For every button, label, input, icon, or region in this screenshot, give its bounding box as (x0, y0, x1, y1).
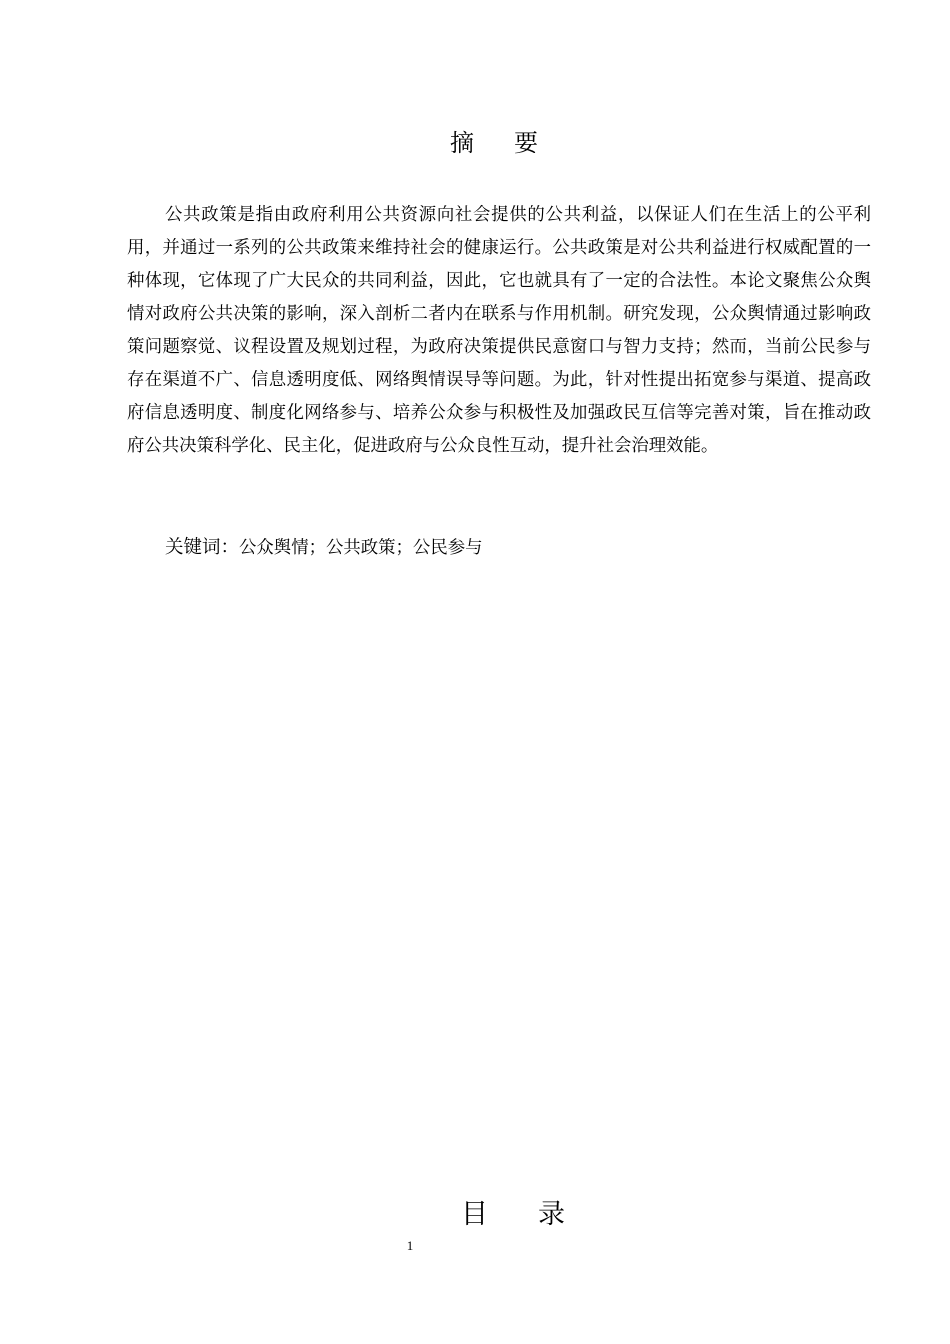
toc-heading-char-1: 目 (461, 1199, 488, 1230)
abstract-heading-char-2: 要 (514, 129, 538, 157)
keywords-value: 公众舆情；公共政策；公民参与 (239, 538, 483, 558)
abstract-heading-char-1: 摘 (450, 129, 474, 157)
toc-heading (0, 1196, 950, 1234)
toc-heading-char-2: 录 (538, 1199, 565, 1230)
keywords-line (165, 531, 765, 565)
keywords-label: 关键词： (165, 537, 240, 558)
page-number: 1 (406, 1238, 414, 1253)
abstract-paragraph: 公共政策是指由政府利用公共资源向社会提供的公共利益，以保证人们在生活上的公平利用，并通过一系列的公共政策来维持社会的健康运行。公共政策是对公共利益进行权威配置的一种体现，它体现了广大民众的共同利益，因此，它也就具有了一定的合法性。本论文聚焦公众舆情对政府公共决策的影响，深入剖析二者内在联系与作用机制。研究发现，公众舆情通过影响政策问题察觉、议程设置及规划过程，为政府决策提供民意窗口与智力支持；然而，当前公民参与存在渠道不广、信息透明度低、网络舆情误导等问题。为此，针对性提出拓宽参与渠道、提高政府信息透明度、制度化网络参与、培养公众参与积极性及加强政民互信等完善对策，旨在推动政府公共决策科学化、民主化，促进政府与公众良性互动，提升社会治理效能。 (127, 205, 871, 456)
abstract-heading (0, 126, 950, 160)
